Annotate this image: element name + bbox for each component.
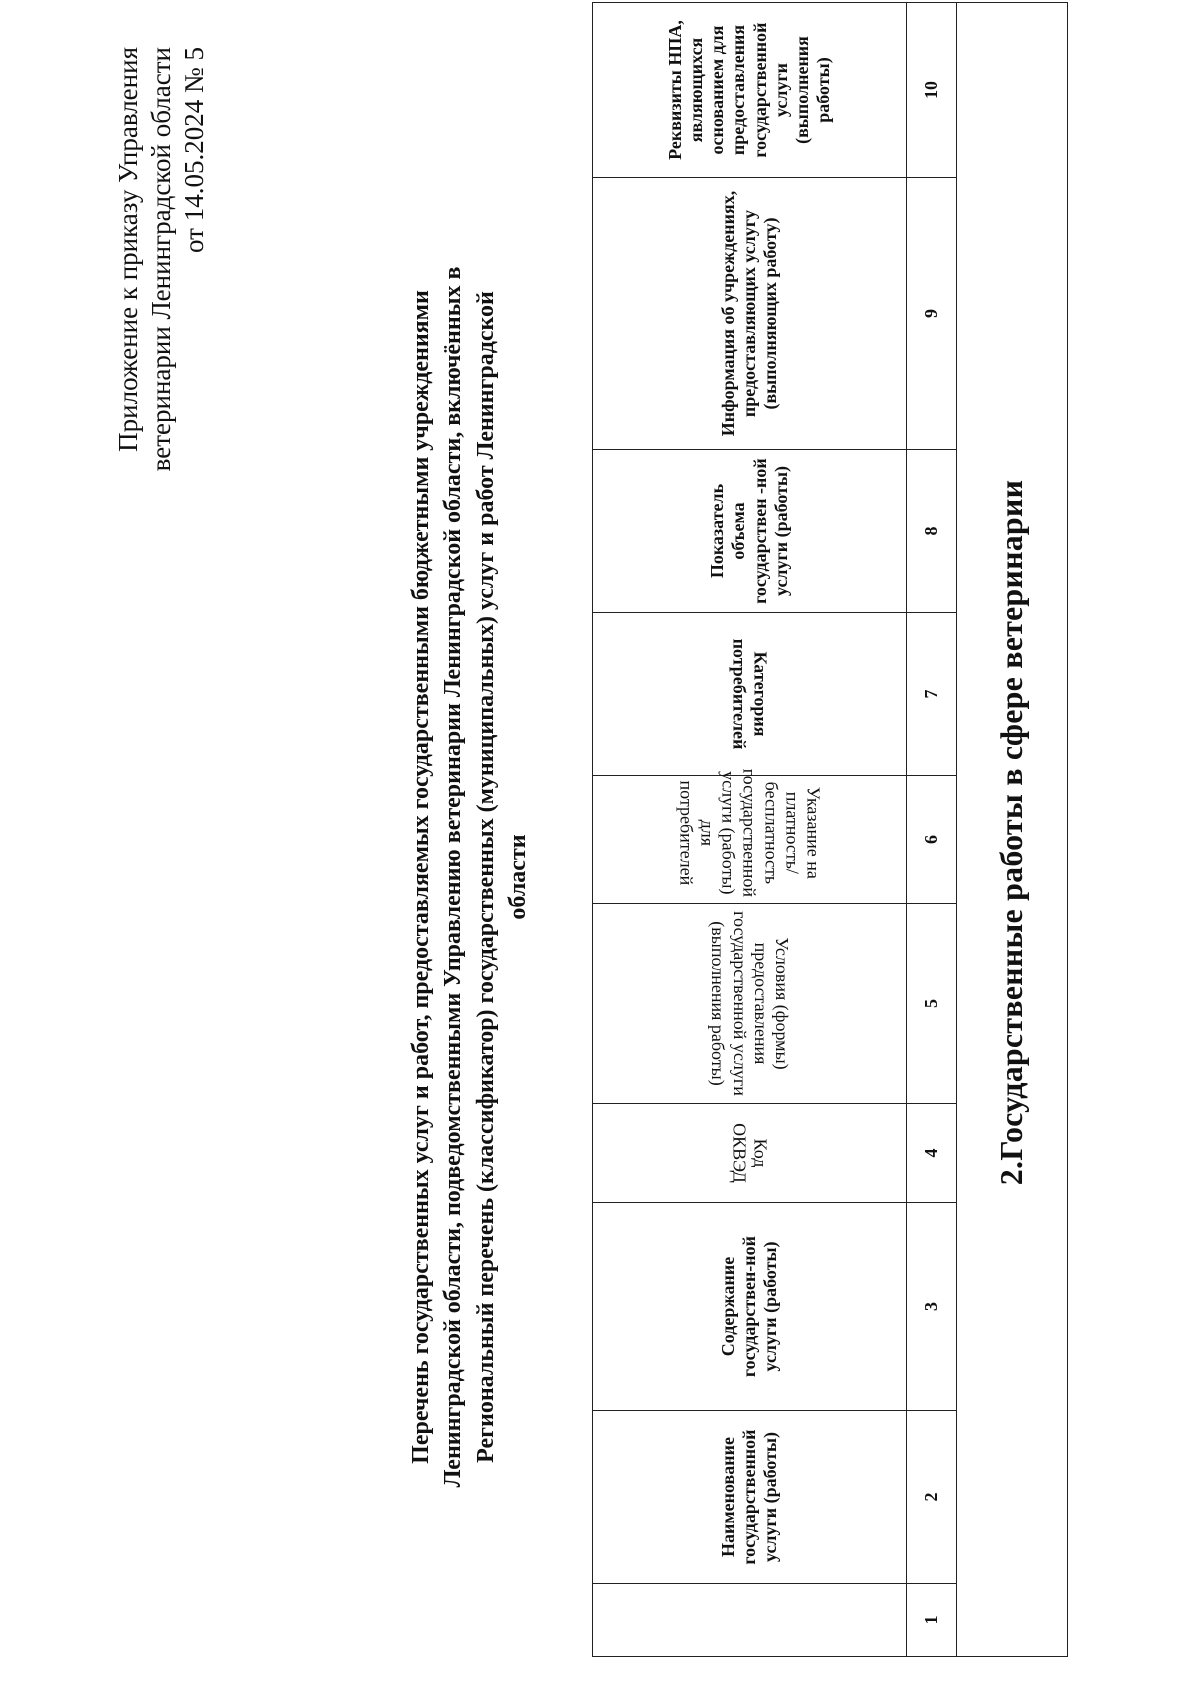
approval-line: Приложение к приказу Управления [113, 47, 143, 452]
header-row [593, 3, 907, 1657]
header-cell-7 [593, 613, 907, 776]
header-cell-9: Информация об учреждениях, предоставляющих услугу (выполняющих работу) [593, 178, 907, 450]
header-cell-10: Реквизиты НПА, являющихся основанием для предоставления государственной услуги (выполнения работы) [593, 3, 907, 178]
column-number: 7 [907, 613, 957, 776]
services-table [592, 2, 1068, 1657]
title-line: Региональный перечень (классификатор) государственных (муниципальных) услуг и работ Ленинградской [472, 291, 499, 1463]
title-line: Перечень государственных услуг и работ, предоставляемых государственными бюджетными учреждениями [408, 290, 434, 1464]
column-number: 2 [907, 1411, 957, 1584]
approval-line: ветеринарии Ленинградской области [145, 47, 176, 472]
column-number: 10 [907, 3, 957, 178]
header-text-5: Условия (формы) предоставления государственной услуги (выполнения работы) [708, 911, 792, 1096]
header-text-6: Указание на платность/ бесплатность государственной услуги (работы) для потребителей [676, 768, 824, 897]
column-number: 9 [907, 178, 957, 450]
approval-block [112, 47, 211, 517]
section-title: 2.Государственные работы в сфере ветеринарии [957, 3, 1068, 1657]
header-cell-8: Показатель объема государствен -ной услуги (работы) [593, 450, 907, 613]
header-text-4: Код ОКВЭД [729, 1123, 771, 1183]
header-cell-4 [593, 1104, 907, 1203]
column-number: 5 [907, 904, 957, 1104]
header-cell-5 [593, 904, 907, 1104]
column-number: 4 [907, 1104, 957, 1203]
header-cell-3: Содержание государствен-ной услуги (работы) [593, 1203, 907, 1411]
column-number: 1 [907, 1584, 957, 1657]
section-row [957, 3, 1068, 1657]
header-cell-1 [593, 1584, 907, 1657]
column-number: 6 [907, 776, 957, 904]
title-line: Ленинградской области, подведомственными Управлению ветеринарии Ленинградской области, включённых в [440, 266, 467, 1488]
header-text-7: Категория потребителей [729, 638, 771, 750]
title-line: области [505, 834, 532, 920]
column-number-row [907, 3, 957, 1657]
header-cell-6 [593, 768, 907, 904]
approval-line: от 14.05.2024 № 5 [178, 47, 209, 253]
column-number: 8 [907, 450, 957, 613]
header-cell-2: Наименование государственной услуги (работы) [593, 1411, 907, 1584]
column-number: 3 [907, 1203, 957, 1411]
document-title [405, 227, 535, 1527]
